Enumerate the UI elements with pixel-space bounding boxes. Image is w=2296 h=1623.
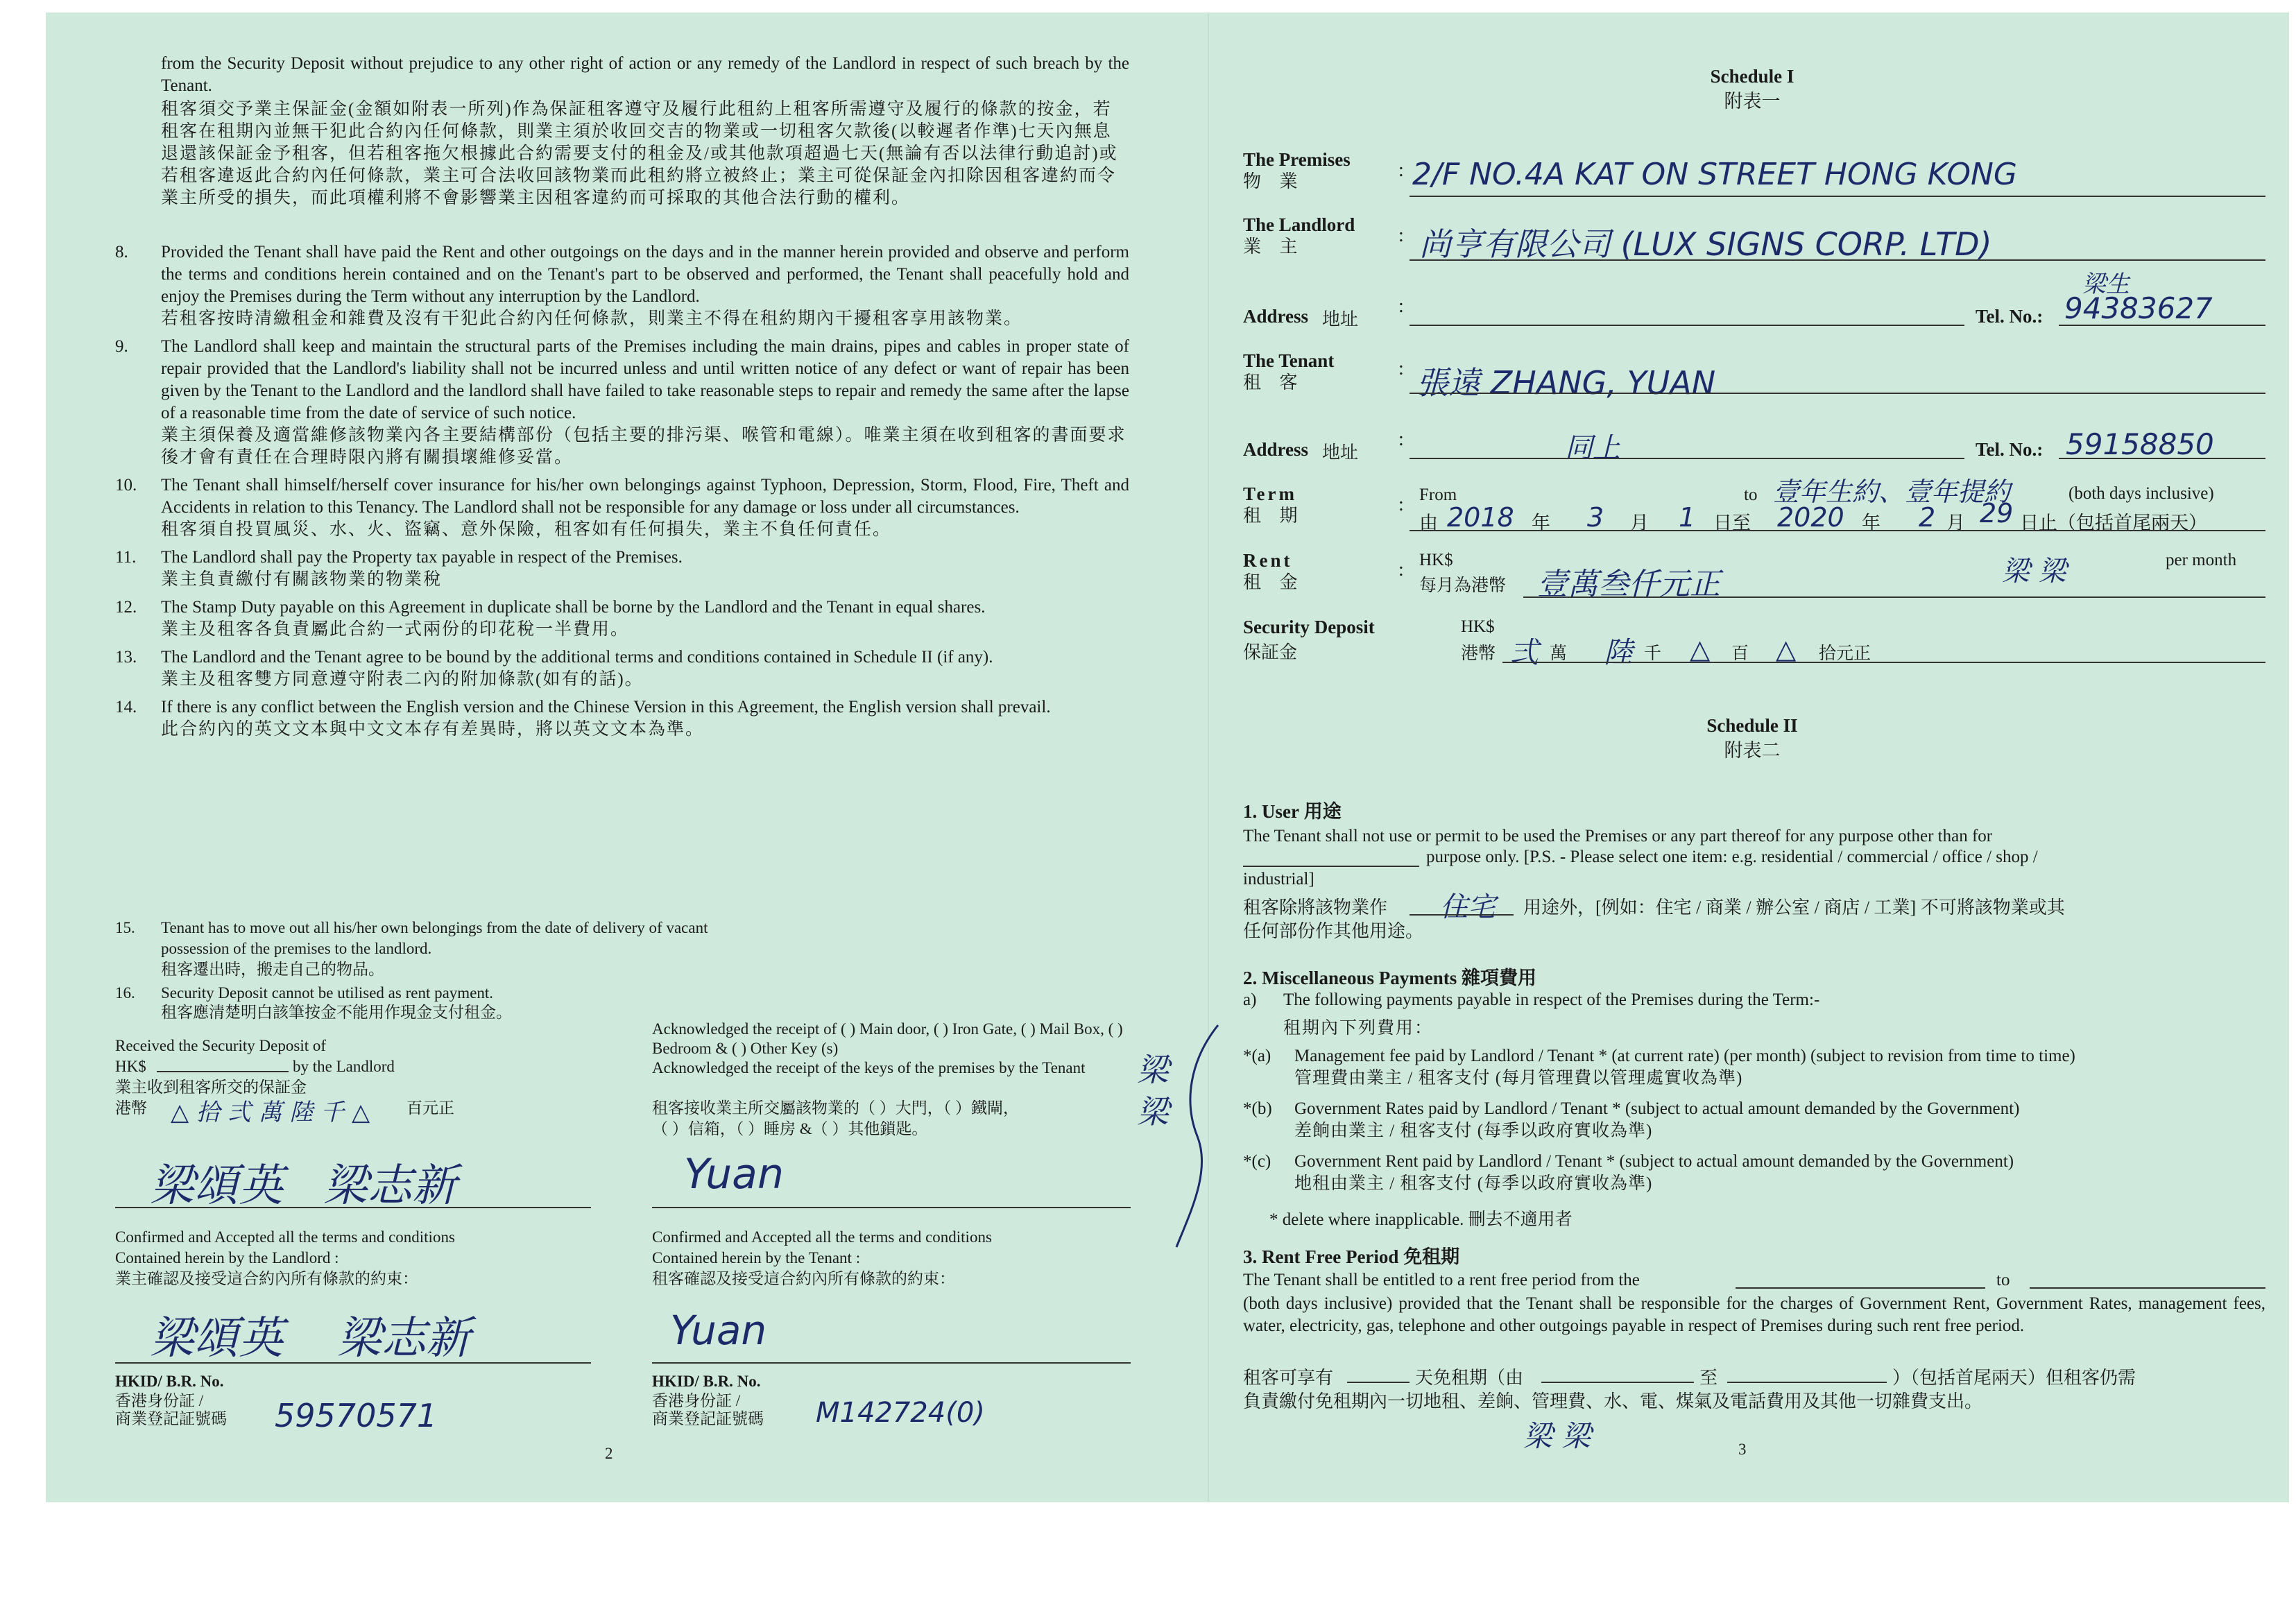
landlord-id-number: 59570571 [275,1397,438,1434]
received-amount-handwriting: △ 拾 弍 萬 陸 千 △ [171,1099,370,1126]
landlord-label-zh: 業 主 [1243,237,1305,257]
tenant-address-handwriting: 同上 [1565,432,1620,464]
keys-ack-zh-1: 租客接收業主所交屬該物業的（ ）大門，（ ）鐵閘， [652,1099,1019,1117]
landlord-address-label-zh: 地址 [1322,309,1359,329]
clause-item [112,596,1129,641]
misc-item-number: *(c) [1243,1152,1271,1171]
deposit-amount-2: 陸 [1604,635,1634,669]
received-deposit-zh: 業主收到租客所交的保証金 [115,1079,307,1096]
clause-number: 11. [115,548,137,567]
landlord-hkid-zh-2: 商業登記証號碼 [115,1410,227,1427]
premises-label-zh: 物 業 [1243,171,1305,191]
tenant-label: The Tenant [1243,350,1335,371]
received-amount-suffix: 百元正 [406,1099,454,1117]
user-zh-suffix: 用途外，[例如：住宅 / 商業 / 辦公室 / 商店 / 工業] 不可將該物業或其 [1523,898,2065,918]
deposit-wan: 萬 [1550,644,1568,663]
landlord-address-line [1410,325,1964,326]
tenant-address-label: Address [1243,439,1309,460]
landlord-tel-note: 梁生 [2082,270,2130,298]
tenant-hkid-label: HKID/ B.R. No. [652,1373,761,1390]
delete-note: * delete where inapplicable. 刪去不適用者 [1269,1210,1573,1229]
clause16-en: Security Deposit cannot be utilised as rent payment. [161,984,494,1002]
term-colon: : [1398,494,1404,515]
clause-text-en: The Landlord and the Tenant agree to be bound by the additional terms and conditions contained in Schedule II (if any). [161,648,993,667]
keys-ack-en: Acknowledged the receipt of ( ) Main door, ( ) Iron Gate, ( ) Mail Box, ( ) Bedroom & ( ) Other Key (s) [652,1020,1123,1057]
tenant-confirm-signature: Yuan [670,1307,767,1354]
misc-payment-item [1243,1151,2265,1204]
clause-number: 8. [115,243,128,261]
term-end-month: 2 [1919,502,1936,533]
received-deposit-en: Received the Security Deposit of [115,1037,327,1054]
clause-list [112,241,1129,746]
deposit-amount-1: 弍 [1509,635,1539,669]
misc-item-number: *(a) [1243,1047,1271,1065]
clause-text-zh: 業主須保養及適當維修該物業內各主要結構部份（包括主要的排污渠、喉管和電線）。唯業主須在收到租客的書面要求後才會有責任在合理時限內將有關損壞維修妥當。 [161,426,1126,467]
tenant-address-colon: : [1398,429,1404,450]
term-end-year-label: 年 [1862,513,1881,533]
tenant-hkid-zh-1: 香港身份証 / [652,1392,741,1409]
clause-text-en: The Tenant shall himself/herself cover insurance for his/her own belongings against Typhoon, Depression, Storm, Flood, Fire, Theft and Accidents in relation to this Tenancy. The Landlord shall not be responsible for any damage or loss under all circumstances. [161,476,1129,517]
term-from: From [1419,486,1457,504]
landlord-colon: : [1398,225,1404,246]
confirm-tenant-en-2: Contained herein by the Tenant : [652,1249,861,1266]
landlord-label: The Landlord [1243,214,1355,235]
landlord-signature-2: 梁志新 [323,1160,456,1212]
user-zh-line [1410,914,1514,916]
rent-initials: 梁 梁 [2002,556,2066,587]
keys-ack-en-2: Acknowledged the receipt of the keys of the premises by the Tenant [652,1059,1086,1076]
clause-text-zh: 若租客按時清繳租金和雜費及沒有干犯此合約內任何條款，則業主不得在租約期內干擾租客享用該物業。 [161,309,1023,328]
confirm-tenant-en-1: Confirmed and Accepted all the terms and conditions [652,1228,992,1246]
clause-item [112,547,1129,591]
rentfree-zh-1d: ）（包括首尾兩天）但租客仍需 [1892,1368,2136,1388]
user-zh-prefix: 租客除將該物業作 [1243,898,1388,918]
tenant-keys-signature: Yuan [684,1150,784,1199]
clause15-zh: 租客遷出時，搬走自己的物品。 [161,961,384,978]
rentfree-to-line [2030,1287,2265,1289]
term-zh-prefix: 由 [1419,513,1438,533]
schedule-1-title: Schedule I 附表一 [1710,66,1794,112]
landlord-address-colon: : [1398,295,1404,317]
misc-item-zh: 管理費由業主 / 租客支付 (每月管理費以管理處實收為準) [1294,1069,1743,1088]
landlord-handwriting: 尚亨有限公司 (LUX SIGNS CORP. LTD) [1419,225,1992,263]
misc-item-en: Government Rent paid by Landlord / Tenant * (subject to actual amount demanded by the Government) [1294,1152,2014,1171]
clause-text-zh: 業主及租客雙方同意遵守附表二內的附加條款(如有的話)。 [161,670,644,689]
received-by-landlord: by the Landlord [293,1058,395,1075]
term-label: Term [1243,483,1297,504]
right-page-number: 3 [1738,1441,1747,1458]
landlord-receipt-sign-line [115,1207,591,1208]
rentfree-zh-to-line [1727,1382,1887,1383]
term-year-label: 年 [1532,513,1550,533]
rentfree-to: to [1996,1271,2010,1289]
deposit-bai: 百 [1731,644,1749,663]
landlord-confirm-signature-2: 梁志新 [337,1313,470,1364]
received-amount-prefix: 港幣 [115,1099,147,1117]
clause-number: 12. [115,598,137,617]
term-start-month: 3 [1587,502,1604,533]
rent-handwriting: 壹萬叁仟元正 [1537,567,1720,602]
landlord-hkid-label: HKID/ B.R. No. [115,1373,224,1390]
user-purpose-line [1243,866,1419,867]
misc-payment-item [1243,1046,2265,1099]
bottom-initials: 梁 梁 [1523,1419,1591,1453]
tenant-handwriting: 張遠 ZHANG, YUAN [1416,364,1716,402]
user-zh-2: 任何部份作其他用途。 [1243,921,1424,941]
rentfree-heading: 3. Rent Free Period 免租期 [1243,1246,1460,1267]
clause-text-zh: 租客須自投買風災、水、火、盜竊、意外保險，租客如有任何損失，業主不負任何責任。 [161,520,892,539]
clause-number: 16. [115,984,135,1002]
tenant-tel-label: Tel. No.: [1976,439,2044,460]
received-amount-line [157,1071,289,1072]
term-day-to-label: 日至 [1713,513,1751,533]
misc-item-en: Government Rates paid by Landlord / Tenant * (subject to actual amount demanded by the Government) [1294,1099,2020,1118]
clause-text-zh: 業主及租客各負責屬此合約一式兩份的印花稅一半費用。 [161,620,630,639]
rentfree-zh-from-line [1541,1382,1694,1383]
clause-text-zh: 此合約內的英文文本與中文文本存有差異時，將以英文文本為準。 [161,720,705,739]
clause-item [112,241,1129,330]
clause15-en-2: possession of the premises to the landlord. [161,940,432,957]
landlord-hkid-zh-1: 香港身份証 / [115,1392,204,1409]
tenant-line [1410,393,2265,394]
term-month-label: 月 [1630,513,1649,533]
clause-text-zh: 業主負責繳付有關該物業的物業稅 [161,570,443,589]
user-heading: 1. User 用途 [1243,801,1342,822]
agreement-sheet [46,12,2289,1502]
term-start-year: 2018 [1447,502,1514,533]
landlord-tel-line [2059,325,2265,326]
misc-payment-item [1243,1099,2265,1151]
deposit-qian: 千 [1644,644,1662,663]
term-end-year: 2020 [1777,502,1844,533]
landlord-confirm-signature-1: 梁頌英 [150,1313,283,1364]
left-page-number: 2 [605,1445,613,1462]
landlord-confirm-sign-line [115,1362,591,1364]
rentfree-days-line [1347,1382,1410,1383]
margin-initials: 梁 梁 [1132,1053,1170,1127]
deposit-amount-4: △ [1776,634,1797,664]
rentfree-en-2: (both days inclusive) provided that the Tenant shall be responsible for the charges of Government Rent, Government Rates, management fees, water, electricity, gas, telephone and other outgoings payable in respect of Premises during such rent free period. [1243,1294,2265,1335]
rent-hk-label: HK$ [1419,551,1453,569]
term-end-day: 29 [1980,498,2014,529]
tenant-label-zh: 租 客 [1243,372,1305,393]
rentfree-zh-2: 負責繳付免租期內一切地租、差餉、管理費、水、電、煤氣及電話費用及其他一切雜費支出。 [1243,1391,1983,1411]
landlord-line [1410,259,2265,261]
clause-number: 10. [115,476,137,495]
clause-item [112,696,1129,741]
rentfree-zh-1c: 至 [1699,1368,1718,1388]
clause-text-en: The Landlord shall keep and maintain the structural parts of the Premises including the main drains, pipes and cables in proper state of repair provided that the Landlord's liability shall not be incurred unless and until written notice of any defect or want of repair has been given by the Tenant to the Landlord and the landlord shall have failed to take reasonable steps to repair and remedy the same after the lapse of a reasonable time from the date of service of such notice. [161,337,1129,422]
deposit-amount-3: △ [1690,634,1711,664]
clause-number: 15. [115,919,135,936]
term-line [1410,530,2265,531]
deposit-hk-label: HK$ [1461,617,1495,636]
misc-a-en: The following payments payable in respect of the Premises during the Term:- [1283,990,1820,1009]
rent-label: Rent [1243,550,1293,571]
rentfree-zh-1b: 天免租期（由 [1415,1368,1524,1388]
landlord-tel-label: Tel. No.: [1976,306,2044,327]
clause-text-en: If there is any conflict between the English version and the Chinese Version in this Agreement, the English version shall prevail. [161,698,1051,716]
misc-item-en: Management fee paid by Landlord / Tenant * (at current rate) (per month) (subject to revision from time to time) [1294,1047,2075,1065]
rentfree-en-1: The Tenant shall be entitled to a rent free period from the [1243,1271,1640,1289]
rentfree-zh-1a: 租客可享有 [1243,1368,1334,1388]
misc-item-number: *(b) [1243,1099,1272,1118]
landlord-signature-1: 梁頌英 [150,1160,283,1212]
tenant-id-number: M142724(0) [816,1397,985,1429]
clause-number: 13. [115,648,137,667]
tenant-tel-handwriting: 59158850 [2066,427,2214,461]
schedule-2-title: Schedule II 附表二 [1706,715,1798,761]
deposit-label: Security Deposit [1243,617,1375,637]
premises-handwriting: 2/F NO.4A KAT ON STREET HONG KONG [1412,157,2017,192]
deposit-end: 拾元正 [1819,644,1871,663]
rent-line [1523,596,2265,598]
user-en-3: industrial] [1243,870,1314,888]
rent-colon: : [1398,559,1404,581]
clause16-zh: 租客應清楚明白該筆按金不能用作現金支付租金。 [161,1004,512,1021]
deposit-line [1502,662,2265,663]
clause15-en-1: Tenant has to move out all his/her own belongings from the date of delivery of vacant [161,919,708,936]
tenant-address-line [1410,458,1964,459]
deposit-label-zh: 保証金 [1243,642,1298,662]
rent-per-month: per month [2166,551,2237,569]
user-en-1: The Tenant shall not use or permit to be used the Premises or any part thereof for any purpose other than for [1243,827,1993,845]
term-to: to [1744,486,1758,504]
misc-item-zh: 地租由業主 / 租客支付 (每季以政府實收為準) [1294,1174,1653,1193]
term-label-zh: 租 期 [1243,506,1305,526]
page-fold [1208,12,1209,1502]
tenant-keys-sign-line [652,1207,1131,1208]
term-to-handwriting: 壹年生約、壹年提約 [1773,476,2011,507]
misc-items [1243,1046,2265,1204]
clause-item [112,474,1129,541]
clause7-continuation-zh: 租客須交予業主保証金(金額如附表一所列)作為保証租客遵守及履行此租約上租客所需遵守及履行的條款的按金，若租客在租期內並無干犯此合約內任何條款，則業主須於收回交吉的物業或一切租客欠款後(以較遲者作準)七天內無息退還該保証金予租客，但若租客拖欠根據此合約需要支付的租金及/或其他款項超過七天(無論有否以法律行動追討)或若租客違返此合約內任何條款，業主可合法收回該物業而此租約將立被終止；業主可從保証金內扣除因租客違約而令業主所受的損失，而此項權利將不會影響業主因租客違約而可採取的其他合法行動的權利。 [161,100,1118,207]
tenant-address-label-zh: 地址 [1322,443,1359,463]
confirm-tenant-zh: 租客確認及接受這合約內所有條款的約束： [652,1270,955,1287]
premises-label: The Premises [1243,149,1351,170]
margin-bracket-stroke [1170,1018,1232,1254]
confirm-landlord-en-1: Confirmed and Accepted all the terms and conditions [115,1228,455,1246]
term-both-inclusive: (both days inclusive) [2068,484,2214,503]
clause-item [112,336,1129,469]
confirm-landlord-en-2: Contained herein by the Landlord : [115,1249,339,1266]
premises-colon: : [1398,160,1404,181]
misc-a-zh: 租期內下列費用： [1283,1019,1434,1038]
user-handwriting: 住宅 [1440,891,1496,923]
received-hk-label: HK$ [115,1058,146,1075]
rent-label-zh: 租 金 [1243,572,1305,592]
rentfree-from-line [1736,1287,1985,1289]
landlord-tel-handwriting: 94383627 [2064,291,2213,325]
term-end-label: 日止（包括首尾兩天） [2020,513,2207,533]
landlord-address-label: Address [1243,306,1309,327]
tenant-hkid-zh-2: 商業登記証號碼 [652,1410,764,1427]
rent-monthly-zh: 每月為港幣 [1419,576,1507,595]
user-en-2: purpose only. [P.S. - Please select one item: e.g. residential / commercial / office / shop / [1426,848,2038,866]
clause-number: 14. [115,698,137,716]
clause-item [112,646,1129,691]
deposit-hkd-zh: 港幣 [1461,644,1496,663]
misc-item-zh: 差餉由業主 / 租客支付 (每季以政府實收為準) [1294,1122,1653,1140]
confirm-landlord-zh: 業主確認及接受這合約內所有條款的約束： [115,1270,418,1287]
misc-a-number: a) [1243,990,1257,1009]
clause-text-en: The Landlord shall pay the Property tax payable in respect of the Premises. [161,548,683,567]
clause-text-en: The Stamp Duty payable on this Agreement in duplicate shall be borne by the Landlord and the Tenant in equal shares. [161,598,986,617]
tenant-tel-line [2059,458,2265,459]
tenant-confirm-sign-line [652,1362,1131,1364]
clause7-continuation-en: from the Security Deposit without prejudice to any other right of action or any remedy of the Landlord in respect of such breach by the Tenant. [161,54,1129,95]
premises-line [1410,196,2265,197]
tenant-colon: : [1398,358,1404,379]
term-end-month-label: 月 [1946,513,1965,533]
term-start-day: 1 [1679,502,1696,533]
clause-text-en: Provided the Tenant shall have paid the Rent and other outgoings on the days and in the manner herein provided and observe and perform the terms and conditions herein contained and on the Tenant's part to be observed and performed, the Tenant shall peacefully hold and enjoy the Premises during the Term without any interruption by the Landlord. [161,243,1129,306]
keys-ack-zh-2: （ ）信箱，（ ）睡房 &（ ）其他鎖匙。 [652,1120,928,1137]
clause-number: 9. [115,337,128,356]
misc-heading: 2. Miscellaneous Payments 雜項費用 [1243,968,1536,988]
